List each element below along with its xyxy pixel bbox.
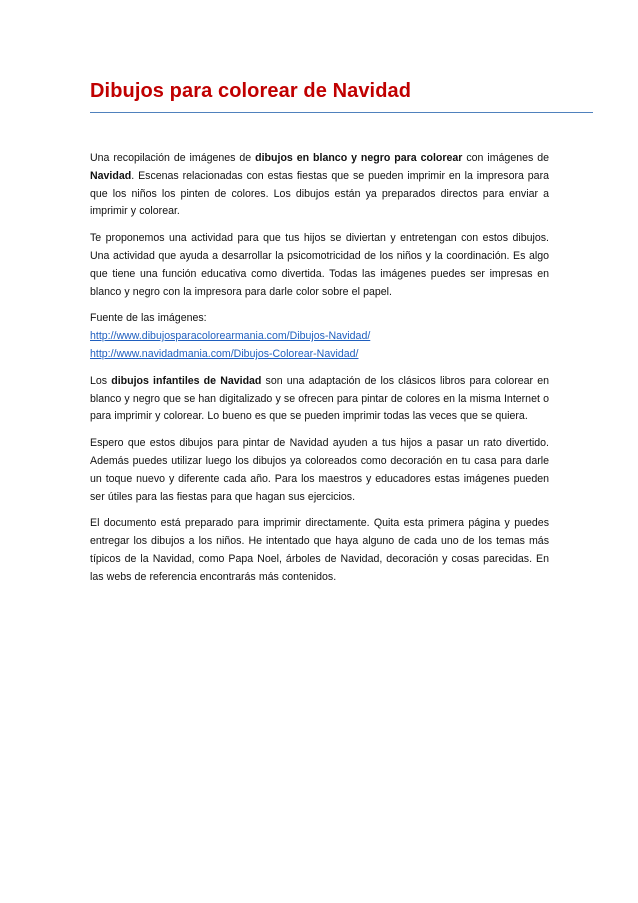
- paragraph-sources: [90, 310, 549, 363]
- bold-text-run: dibujos en blanco y negro para colorear: [255, 152, 463, 164]
- text-run: Los: [90, 374, 112, 387]
- paragraph-adaptation: [90, 373, 549, 426]
- bold-text-run: Navidad: [90, 169, 132, 182]
- source-link-navidadmania[interactable]: http://www.navidadmania.com/Dibujos-Colorear-Navidad/: [90, 347, 359, 360]
- text-run: son una adaptación de los clásicos libros para colorear en blanco y negro que se han digitalizado y se ofrecen para pintar de colores en la misma Internet o para imprimir y colorear. Lo bueno es que se pueden imprimir todas las veces que se quiera.: [90, 374, 549, 423]
- document-body: [90, 150, 549, 596]
- text-run: . Escenas relacionadas con estas fiestas que se pueden imprimir en la impresora para que los niños los pinten de colores. Los dibujos están ya preparados directos para enviar a imprimir y colorear.: [90, 169, 549, 218]
- bold-text-run: dibujos infantiles de Navidad: [111, 374, 262, 387]
- source-link-dibujosparacolorearmania[interactable]: http://www.dibujosparacolorearmania.com/Dibujos-Navidad/: [90, 330, 371, 343]
- sources-label: Fuente de las imágenes:: [90, 312, 207, 325]
- paragraph-hope: Espero que estos dibujos para pintar de Navidad ayuden a tus hijos a pasar un rato divertido. Además puedes utilizar luego los dibujos ya coloreados como decoración en tu casa para darle un toque nuevo y diferente cada año. Para los maestros y educadores estas imágenes pueden ser útiles para las fiestas para que hagan sus ejercicios.: [90, 437, 549, 503]
- title-underline-rule: [90, 112, 593, 113]
- paragraph-activity: Te proponemos una actividad para que tus hijos se diviertan y entretengan con estos dibujos. Una actividad que ayuda a desarrollar la psicomotricidad de los niños y la coordinación. Es algo que tiene una función educativa como divertida. Todas las imágenes puedes ser impresas en blanco y negro con la impresora para darle color sobre el papel.: [90, 232, 549, 298]
- text-run: Una recopilación de imágenes de: [90, 152, 256, 164]
- text-run: con imágenes de: [462, 152, 550, 164]
- document-title: Dibujos para colorear de Navidad: [90, 80, 412, 102]
- paragraph-print-instructions: El documento está preparado para imprimir directamente. Quita esta primera página y puedes entregar los dibujos a los niños. He intentado que haya alguno de cada uno de los temas más típicos de la Navidad, como Papa Noel, árboles de Navidad, decoración y cosas parecidas. En las webs de referencia encontrarás más contenidos.: [90, 517, 549, 583]
- paragraph-intro: [90, 150, 549, 221]
